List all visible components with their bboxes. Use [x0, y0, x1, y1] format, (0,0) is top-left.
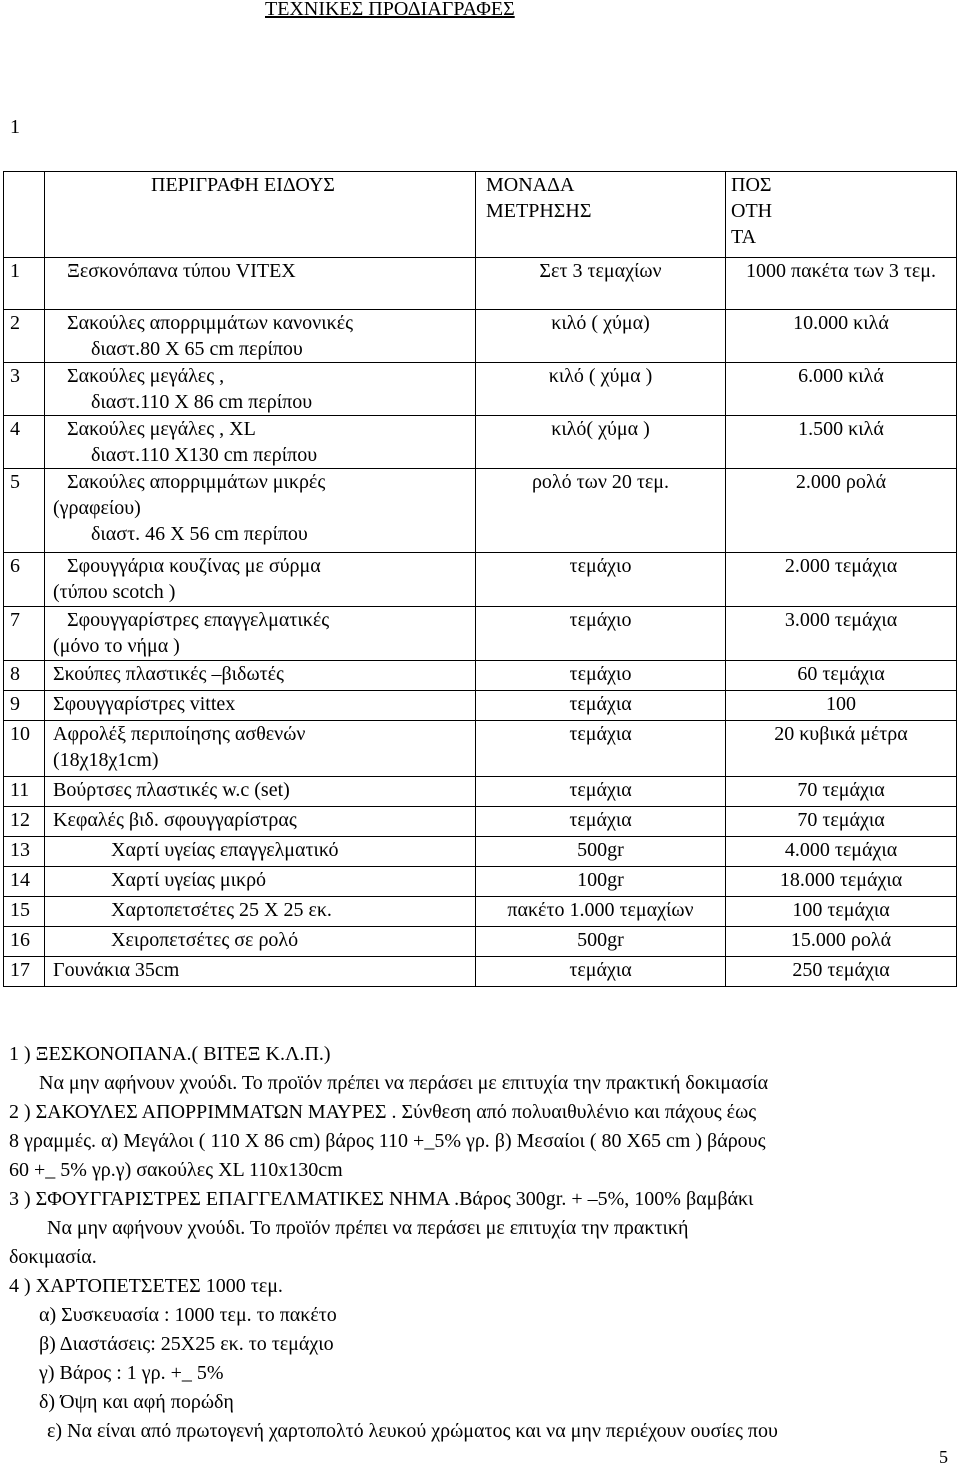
row-description-cell: [45, 777, 476, 807]
table-row: [4, 867, 957, 897]
row-description: (γραφείου): [53, 497, 141, 519]
row-unit: τεμάχιο: [476, 661, 726, 691]
row-description-cell: [45, 807, 476, 837]
table-row: [4, 897, 957, 927]
row-number: 5: [4, 469, 45, 553]
table-row: [4, 661, 957, 691]
header-qty-line2: ΟΤΗ: [731, 200, 773, 222]
row-number: 17: [4, 957, 45, 987]
row-number: 16: [4, 927, 45, 957]
note-line: Να μην αφήνουν χνούδι. Το προϊόν πρέπει να περάσει με επιτυχία την πρακτική δοκιμασία: [39, 1072, 769, 1094]
table-header-row: [4, 172, 957, 258]
row-description: (τύπου scotch ): [53, 581, 176, 603]
row-quantity: 10.000 κιλά: [726, 310, 957, 363]
table-row: [4, 777, 957, 807]
row-description: Σακούλες μεγάλες , XL: [67, 418, 256, 440]
header-qty-line3: ΤΑ: [731, 226, 757, 248]
row-number: 12: [4, 807, 45, 837]
row-description-cell: [45, 927, 476, 957]
table-row: [4, 927, 957, 957]
row-description-cell: [45, 469, 476, 553]
row-unit: τεμάχια: [476, 721, 726, 777]
row-description-cell: [45, 607, 476, 661]
row-number: 9: [4, 691, 45, 721]
note-line: 4 ) ΧΑΡΤΟΠΕΤΣΕΤΕΣ 1000 τεμ.: [9, 1275, 283, 1297]
specifications-table: [3, 171, 957, 987]
row-description: Χαρτί υγείας επαγγελματικό: [111, 839, 339, 861]
row-description-cell: [45, 867, 476, 897]
row-description-cell: [45, 661, 476, 691]
row-description: διαστ.110 Χ 86 cm περίπου: [91, 391, 313, 413]
row-unit: τεμάχια: [476, 777, 726, 807]
row-unit: 500gr: [476, 837, 726, 867]
header-qty-line1: ΠΟΣ: [731, 174, 772, 196]
row-description: Σακούλες απορριμμάτων κανονικές: [67, 312, 354, 334]
row-description: Σκούπες πλαστικές –βιδωτές: [53, 663, 284, 685]
row-description-cell: [45, 691, 476, 721]
note-line: α) Συσκευασία : 1000 τεμ. το πακέτο: [39, 1304, 337, 1326]
row-unit: 500gr: [476, 927, 726, 957]
row-unit: τεμάχιο: [476, 553, 726, 607]
table-row: [4, 363, 957, 416]
row-quantity: 20 κυβικά μέτρα: [726, 721, 957, 777]
row-unit: τεμάχια: [476, 807, 726, 837]
row-quantity: 1000 πακέτα των 3 τεμ.: [726, 258, 957, 310]
row-quantity: 15.000 ρολά: [726, 927, 957, 957]
row-number: 10: [4, 721, 45, 777]
row-description: Αφρολέξ περιποίησης ασθενών: [53, 723, 306, 745]
row-unit: τεμάχια: [476, 957, 726, 987]
row-quantity: 1.500 κιλά: [726, 416, 957, 469]
note-line: ε) Να είναι από πρωτογενή χαρτοπολτό λευκού χρώματος και να μην περιέχουν ουσίες που: [47, 1420, 778, 1442]
note-line: δοκιμασία.: [9, 1246, 97, 1268]
row-description: Σφουγγάρια κουζίνας με σύρμα: [67, 555, 321, 577]
row-quantity: 6.000 κιλά: [726, 363, 957, 416]
table-row: [4, 837, 957, 867]
row-number: 4: [4, 416, 45, 469]
note-line: 8 γραμμές. α) Μεγάλοι ( 110 Χ 86 cm) βάρος 110 +_5% γρ. β) Μεσαίοι ( 80 Χ65 cm ) βάρους: [9, 1130, 766, 1152]
note-line: Να μην αφήνουν χνούδι. Το προϊόν πρέπει να περάσει με επιτυχία την πρακτική: [47, 1217, 689, 1239]
header-unit-line2: ΜΕΤΡΗΣΗΣ: [486, 200, 592, 222]
row-quantity: 70 τεμάχια: [726, 777, 957, 807]
row-description-cell: [45, 416, 476, 469]
row-description: Κεφαλές βιδ. σφουγγαρίστρας: [53, 809, 297, 831]
row-description-cell: [45, 258, 476, 310]
row-description-cell: [45, 363, 476, 416]
note-line: γ) Βάρος : 1 γρ. +_ 5%: [39, 1362, 224, 1384]
table-row: [4, 957, 957, 987]
note-line: 3 ) ΣΦΟΥΓΓΑΡΙΣΤΡΕΣ ΕΠΑΓΓΕΛΜΑΤΙΚΕΣ ΝΗΜΑ .Βάρος 300gr. + –5%, 100% βαμβάκι: [9, 1188, 754, 1210]
row-description: Χειροπετσέτες σε ρολό: [111, 929, 299, 951]
row-description-cell: [45, 721, 476, 777]
row-description: (μόνο το νήμα ): [53, 635, 180, 657]
row-description-cell: [45, 897, 476, 927]
section-number: 1: [10, 116, 20, 138]
row-unit: κιλό ( χύμα ): [476, 363, 726, 416]
notes-section: [9, 1040, 954, 1446]
row-number: 2: [4, 310, 45, 363]
row-number: 14: [4, 867, 45, 897]
row-quantity: 100: [726, 691, 957, 721]
header-unit-line1: ΜΟΝΑΔΑ: [486, 174, 575, 196]
row-description-cell: [45, 957, 476, 987]
row-number: 8: [4, 661, 45, 691]
note-line: β) Διαστάσεις: 25Χ25 εκ. το τεμάχιο: [39, 1333, 334, 1355]
row-unit: κιλό ( χύμα): [476, 310, 726, 363]
table-row: [4, 721, 957, 777]
table-row: [4, 607, 957, 661]
row-description: Χαρτί υγείας μικρό: [111, 869, 267, 891]
table-row: [4, 310, 957, 363]
row-quantity: 18.000 τεμάχια: [726, 867, 957, 897]
note-line: 2 ) ΣΑΚΟΥΛΕΣ ΑΠΟΡΡΙΜΜΑΤΩΝ ΜΑΥΡΕΣ . Σύνθεση από πολυαιθυλένιο και πάχους έως: [9, 1101, 757, 1123]
header-description: ΠΕΡΙΓΡΑΦΗ ΕΙΔΟΥΣ: [151, 174, 335, 196]
row-description-cell: [45, 837, 476, 867]
document-title: ΤΕΧΝΙΚΕΣ ΠΡΟΔΙΑΓΡΑΦΕΣ: [265, 0, 515, 20]
row-description: διαστ. 46 Χ 56 cm περίπου: [91, 523, 308, 545]
row-quantity: 2.000 ρολά: [726, 469, 957, 553]
row-quantity: 2.000 τεμάχια: [726, 553, 957, 607]
table-row: [4, 691, 957, 721]
row-quantity: 100 τεμάχια: [726, 897, 957, 927]
row-unit: ρολό των 20 τεμ.: [476, 469, 726, 553]
row-number: 15: [4, 897, 45, 927]
table-row: [4, 469, 957, 553]
page-number: 5: [939, 1447, 948, 1467]
row-number: 3: [4, 363, 45, 416]
row-description: Σακούλες απορριμμάτων μικρές: [67, 471, 326, 493]
row-number: 7: [4, 607, 45, 661]
row-unit: κιλό( χύμα ): [476, 416, 726, 469]
row-unit: Σετ 3 τεμαχίων: [476, 258, 726, 310]
row-description: Σφουγγαρίστρες vittex: [53, 693, 236, 715]
row-description: Ξεσκονόπανα τύπου VITEX: [67, 260, 296, 282]
row-description: Γουνάκια 35cm: [53, 959, 180, 981]
table-row: [4, 807, 957, 837]
row-description: Βούρτσες πλαστικές w.c (set): [53, 779, 290, 801]
row-unit: τεμάχιο: [476, 607, 726, 661]
row-number: 13: [4, 837, 45, 867]
row-description: Χαρτοπετσέτες 25 Χ 25 εκ.: [111, 899, 332, 921]
row-description-cell: [45, 553, 476, 607]
row-quantity: 60 τεμάχια: [726, 661, 957, 691]
row-description-cell: [45, 310, 476, 363]
row-number: 11: [4, 777, 45, 807]
row-number: 6: [4, 553, 45, 607]
row-unit: 100gr: [476, 867, 726, 897]
table-row: [4, 258, 957, 310]
row-unit: πακέτο 1.000 τεμαχίων: [476, 897, 726, 927]
row-description: διαστ.110 Χ130 cm περίπου: [91, 444, 318, 466]
note-line: δ) Όψη και αφή πορώδη: [39, 1391, 234, 1413]
note-line: 60 +_ 5% γρ.γ) σακούλες XL 110x130cm: [9, 1159, 343, 1181]
row-number: 1: [4, 258, 45, 310]
row-description: Σφουγγαρίστρες επαγγελματικές: [67, 609, 330, 631]
row-unit: τεμάχια: [476, 691, 726, 721]
row-quantity: 250 τεμάχια: [726, 957, 957, 987]
row-description: διαστ.80 Χ 65 cm περίπου: [91, 338, 303, 360]
row-description: (18χ18χ1cm): [53, 749, 159, 771]
row-description: Σακούλες μεγάλες ,: [67, 365, 225, 387]
table-row: [4, 416, 957, 469]
note-line: 1 ) ΞΕΣΚΟΝΟΠΑΝΑ.( ΒΙΤΕΞ Κ.Λ.Π.): [9, 1043, 331, 1065]
row-quantity: 4.000 τεμάχια: [726, 837, 957, 867]
table-row: [4, 553, 957, 607]
row-quantity: 70 τεμάχια: [726, 807, 957, 837]
row-quantity: 3.000 τεμάχια: [726, 607, 957, 661]
